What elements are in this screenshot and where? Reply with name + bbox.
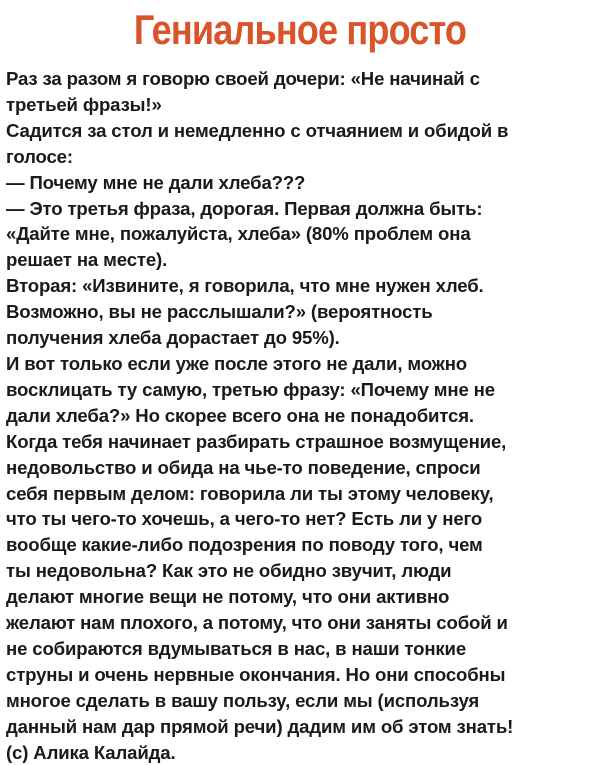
text-line: многое сделать в вашу пользу, если мы (используя (6, 689, 480, 711)
article-body (6, 66, 594, 765)
page-title: Гениальное просто (133, 6, 467, 53)
author-signature: (с) Алика Калайда. (6, 741, 176, 763)
text-line: Садится за стол и немедленно с отчаянием и обидой в (6, 119, 509, 141)
text-line: ты недовольна? Как это не обидно звучит, люди (6, 560, 452, 582)
text-line: решает на месте). (6, 249, 168, 271)
text-line: не собираются вдумываться в нас, в наши тонкие (6, 637, 467, 659)
text-line: струны и очень нервные окончания. Но они способны (6, 663, 506, 685)
text-line: И вот только если уже после этого не дали, можно (6, 352, 467, 374)
text-line: недовольство и обида на чье-то поведение, спроси (6, 456, 481, 478)
text-line: «Дайте мне, пожалуйста, хлеба» (80% проблем она (6, 223, 471, 245)
text-line: Раз за разом я говорю своей дочери: «Не начинай с (6, 68, 480, 89)
text-line: — Это третья фраза, дорогая. Первая должна быть: (6, 197, 483, 219)
text-line: восклицать ту самую, третью фразу: «Почему мне не (6, 378, 495, 400)
text-line: данный нам дар прямой речи) дадим им об этом знать! (6, 715, 514, 737)
text-line: получения хлеба дорастает до 95%). (6, 327, 340, 349)
text-line: — Почему мне не дали хлеба??? (6, 171, 306, 193)
text-line: Возможно, вы не расслышали?» (вероятность (6, 301, 433, 323)
text-line: третьей фразы!» (6, 93, 162, 115)
text-line: что ты чего-то хочешь, а чего-то нет? Есть ли у него (6, 508, 483, 530)
text-line: делают многие вещи не потому, что они активно (6, 586, 450, 608)
text-line: Когда тебя начинает разбирать страшное возмущение, (6, 430, 507, 452)
text-line: дали хлеба?» Но скорее всего она не понадобится. (6, 404, 474, 426)
text-line: Вторая: «Извините, я говорила, что мне нужен хлеб. (6, 275, 484, 297)
text-line: голосе: (6, 145, 73, 167)
text-line: себя первым делом: говорила ли ты этому человеку, (6, 482, 494, 504)
text-line: вообще какие-либо подозрения по поводу того, чем (6, 534, 483, 556)
text-line: желают нам плохого, а потому, что они заняты собой и (6, 612, 508, 634)
